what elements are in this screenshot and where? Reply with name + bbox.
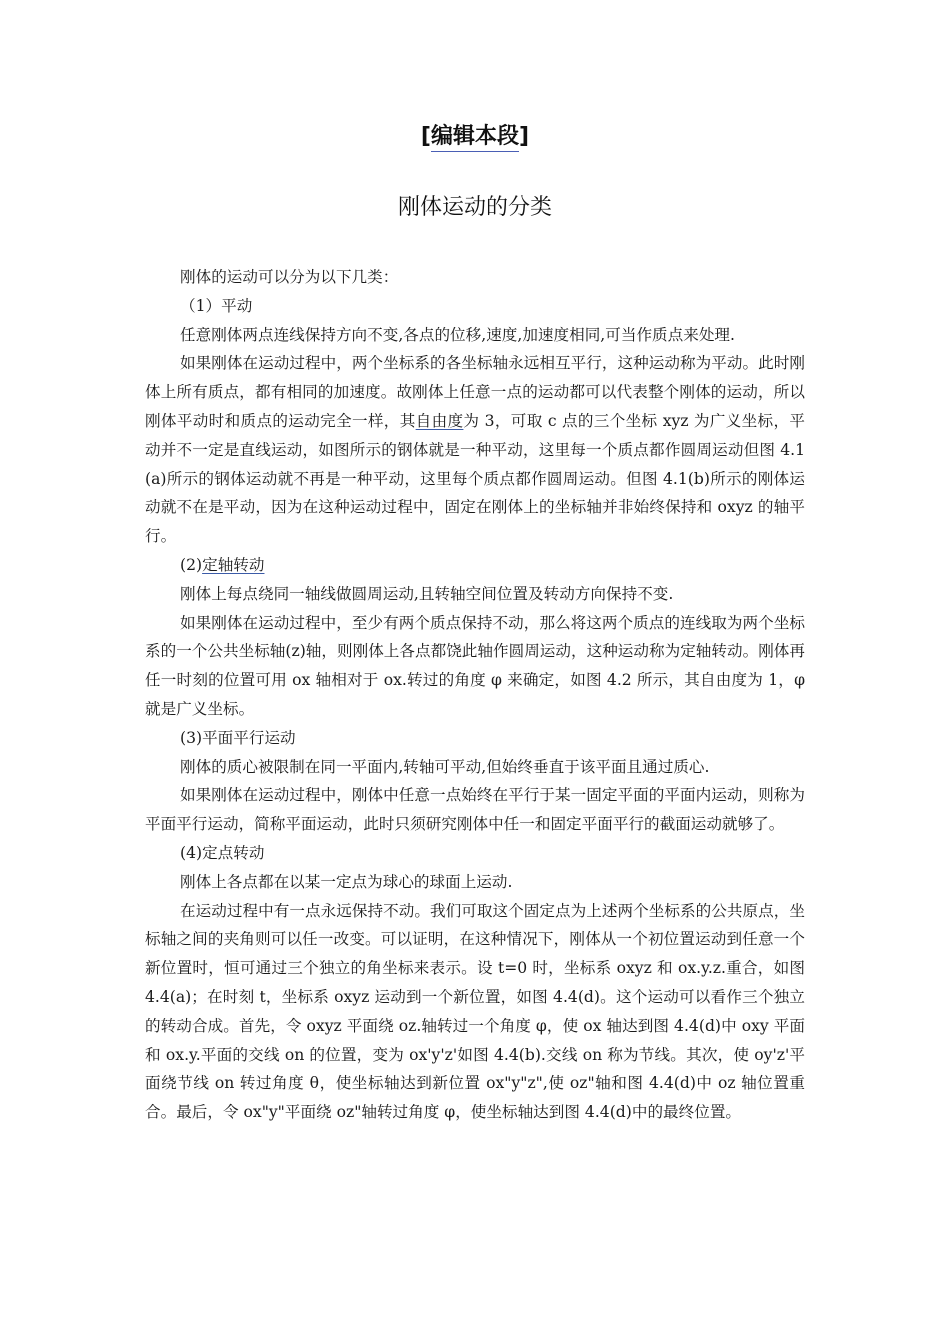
section-heading-fixed-point-rotation: (4)定点转动	[180, 843, 265, 862]
section-heading-translation: （1）平动	[180, 296, 253, 315]
heading-number: (2)	[180, 555, 203, 574]
page-title: 刚体运动的分类	[397, 195, 552, 220]
paragraph-translation-definition: 任意刚体两点连线保持方向不变,各点的位移,速度,加速度相同,可当作质点来处理.	[180, 325, 735, 344]
link-fixed-axis-rotation[interactable]: 定轴转动	[202, 555, 265, 574]
section-heading-fixed-axis-rotation	[145, 551, 805, 580]
paragraph-planar-definition: 刚体的质心被限制在同一平面内,转轴可平动,但始终垂直于该平面且通过质心.	[180, 757, 710, 776]
paragraph-fixed-point-detail: 在运动过程中有一点永远保持不动。我们可取这个固定点为上述两个坐标系的公共原点，坐标轴之间的夹角则可以任一改变。可以证明，在这种情况下，刚体从一个初位置运动到任意一个新位置时，恒可通过三个独立的角坐标来表示。设 t=0 时，坐标系 oxyz 和 ox.y.z.重合，如图 4.4(a)；在时刻 t，坐标系 oxyz 运动到一个新位置，如图 4.4(d)。这个运动可以看作三个独立的转动合成。首先，令 oxyz 平面绕 oz.轴转过一个角度 φ，使 ox 轴达到图 4.4(d)中 oxy 平面和 ox.y.平面的交线 on 的位置，变为 ox'y'z'如图 4.4(b).交线 on 称为节线。其次，使 oy'z'平面绕节线 on 转过角度 θ，使坐标轴达到新位置 ox"y"z",使 oz"轴和图 4.4(d)中 oz 轴位置重合。最后，令 ox"y"平面绕 oz"轴转过角度 φ，使坐标轴达到图 4.4(d)中的最终位置。	[145, 901, 805, 1122]
paragraph-intro: 刚体的运动可以分为以下几类：	[180, 268, 399, 286]
paragraph-text: 如果刚体在运动过程中，两个坐标系的各坐标轴永远相互平行，这种运动称为平动。此时刚体上所有质点，都有相同的加速度。故刚体上任意一点的运动都可以代表整个刚体的运动，所以刚体平动时和质点的运动完全一样，其	[145, 354, 805, 430]
paragraph-fixed-point-definition: 刚体上各点都在以某一定点为球心的球面上运动.	[180, 872, 513, 891]
article-body	[145, 263, 805, 1127]
bracket-open: [	[420, 124, 431, 149]
bracket-close: ]	[519, 124, 530, 149]
paragraph-translation-detail	[145, 349, 805, 551]
paragraph-rotation-definition: 刚体上每点绕同一轴线做圆周运动,且转轴空间位置及转动方向保持不变.	[180, 584, 674, 603]
paragraph-planar-detail: 如果刚体在运动过程中，刚体中任意一点始终在平行于某一固定平面的平面内运动，则称为平面平行运动，简称平面运动，此时只须研究刚体中任一和固定平面平行的截面运动就够了。	[145, 786, 805, 834]
section-heading-planar-motion: (3)平面平行运动	[180, 728, 296, 747]
link-degrees-of-freedom[interactable]: 自由度	[415, 411, 464, 430]
paragraph-text: 为 3，可取 c 点的三个坐标 xyz 为广义坐标，平动并不一定是直线运动，如图所示的钢体就是一种平动，这里每一个质点都作圆周运动但图 4.1(a)所示的钢体运动就不再是一种平动，这里每个质点都作圆周运动。但图 4.1(b)所示的刚体运动就不在是平动，因为在这种运动过程中，固定在刚体上的坐标轴并非始终保持和 oxyz 的轴平行。	[145, 411, 805, 546]
paragraph-rotation-detail: 如果刚体在运动过程中，至少有两个质点保持不动，那么将这两个质点的连线取为两个坐标系的一个公共坐标轴(z)轴，则刚体上各点都饶此轴作圆周运动，这种运动称为定轴转动。刚体再任一时刻的位置可用 ox 轴相对于 ox.转过的角度 φ 来确定，如图 4.2 所示，其自由度为 1，φ 就是广义坐标。	[145, 613, 805, 718]
edit-section-link[interactable]: 编辑本段	[431, 122, 519, 152]
edit-section-heading	[0, 122, 950, 152]
